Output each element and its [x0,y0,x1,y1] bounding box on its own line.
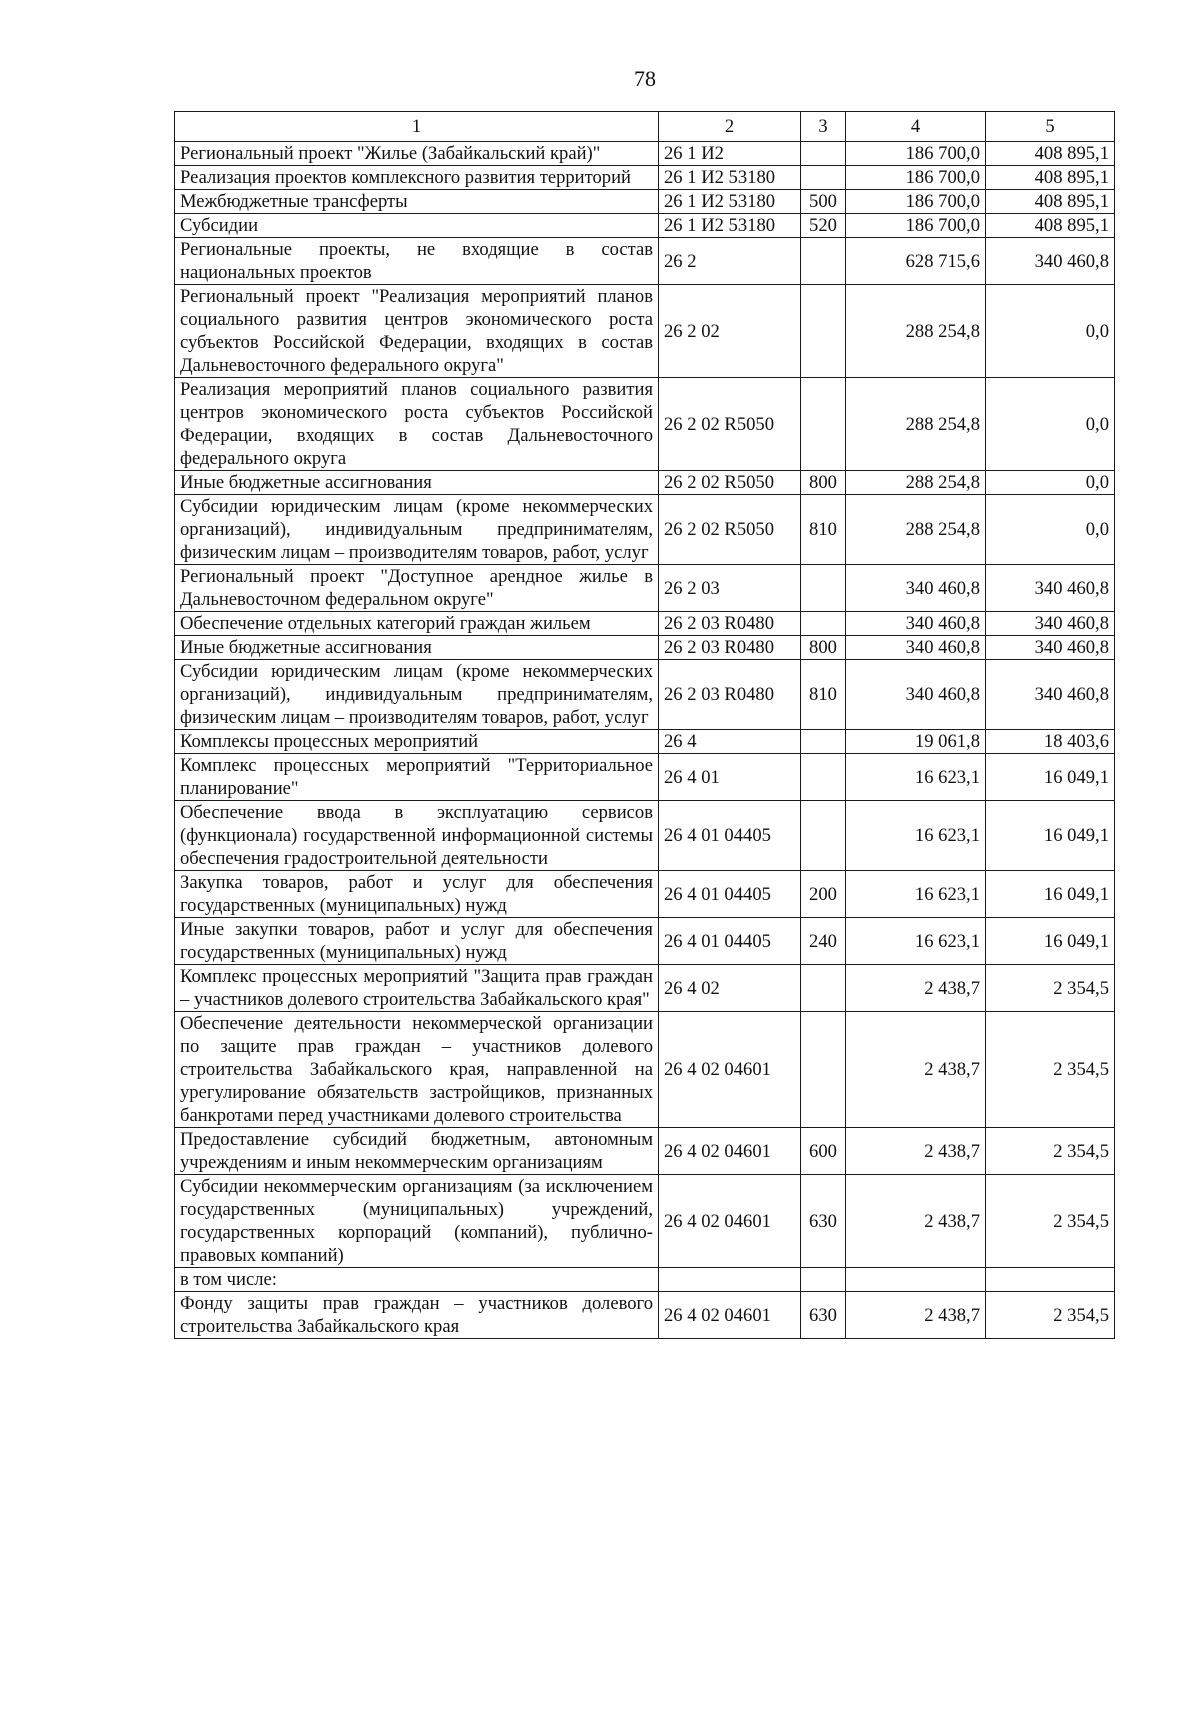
row-amount-col4-cell: 340 460,8 [846,660,986,730]
row-expense-type-cell [801,285,846,378]
row-expense-type-cell [801,142,846,166]
row-name-cell: Иные бюджетные ассигнования [175,471,659,495]
row-name-cell: Иные бюджетные ассигнования [175,636,659,660]
row-name-cell: Региональный проект "Реализация мероприятий планов социального развития центров экономического роста субъектов Российской Федерации, входящих в состав Дальневосточного федерального округа" [175,285,659,378]
row-amount-col4-cell: 628 715,6 [846,238,986,285]
row-code-cell: 26 2 03 R0480 [659,660,801,730]
table-row [175,730,1115,754]
row-code-cell [659,1268,801,1292]
row-expense-type-cell [801,1268,846,1292]
row-amount-col5-cell: 16 049,1 [986,754,1115,801]
row-amount-col5-cell: 2 354,5 [986,1128,1115,1175]
row-expense-type-cell: 240 [801,918,846,965]
row-name-cell: Реализация проектов комплексного развития территорий [175,166,659,190]
page-number: 78 [634,66,656,91]
row-code-cell: 26 1 И2 53180 [659,166,801,190]
row-amount-col5-cell: 0,0 [986,285,1115,378]
row-code-cell: 26 4 02 04601 [659,1012,801,1128]
row-expense-type-cell: 810 [801,660,846,730]
row-code-cell: 26 2 02 R5050 [659,378,801,471]
column-header-3: 3 [801,112,846,142]
table-row [175,471,1115,495]
row-amount-col4-cell: 2 438,7 [846,965,986,1012]
row-amount-col4-cell: 340 460,8 [846,565,986,612]
row-amount-col5-cell: 18 403,6 [986,730,1115,754]
row-code-cell: 26 2 02 R5050 [659,495,801,565]
row-code-cell: 26 4 02 04601 [659,1175,801,1268]
row-code-cell: 26 4 01 04405 [659,871,801,918]
row-code-cell: 26 2 02 R5050 [659,471,801,495]
table-row [175,1128,1115,1175]
row-code-cell: 26 4 02 [659,965,801,1012]
row-amount-col5-cell [986,1268,1115,1292]
row-name-cell: Комплексы процессных мероприятий [175,730,659,754]
row-expense-type-cell [801,565,846,612]
row-amount-col5-cell: 2 354,5 [986,1175,1115,1268]
row-amount-col5-cell: 2 354,5 [986,1012,1115,1128]
row-amount-col4-cell [846,1268,986,1292]
row-code-cell: 26 2 03 [659,565,801,612]
row-name-cell: Субсидии [175,214,659,238]
row-expense-type-cell [801,730,846,754]
row-name-cell: Субсидии юридическим лицам (кроме некоммерческих организаций), индивидуальным предпринимателям, физическим лицам – производителям товаров, работ, услуг [175,660,659,730]
row-amount-col5-cell: 16 049,1 [986,871,1115,918]
row-expense-type-cell: 630 [801,1175,846,1268]
table-row [175,1292,1115,1339]
row-amount-col5-cell: 0,0 [986,495,1115,565]
table-row [175,238,1115,285]
row-amount-col4-cell: 186 700,0 [846,142,986,166]
table-row [175,965,1115,1012]
row-expense-type-cell: 520 [801,214,846,238]
table-row [175,495,1115,565]
row-code-cell: 26 2 [659,238,801,285]
table-row [175,801,1115,871]
column-header-2: 2 [659,112,801,142]
row-code-cell: 26 2 02 [659,285,801,378]
row-code-cell: 26 2 03 R0480 [659,612,801,636]
row-name-cell: Предоставление субсидий бюджетным, автономным учреждениям и иным некоммерческим организациям [175,1128,659,1175]
row-name-cell: Фонду защиты прав граждан – участников долевого строительства Забайкальского края [175,1292,659,1339]
row-amount-col4-cell: 186 700,0 [846,166,986,190]
row-expense-type-cell [801,166,846,190]
row-amount-col5-cell: 2 354,5 [986,965,1115,1012]
column-header-1: 1 [175,112,659,142]
row-amount-col4-cell: 340 460,8 [846,636,986,660]
row-amount-col5-cell: 408 895,1 [986,166,1115,190]
row-code-cell: 26 4 02 04601 [659,1128,801,1175]
row-amount-col4-cell: 16 623,1 [846,801,986,871]
row-amount-col5-cell: 16 049,1 [986,801,1115,871]
table-row [175,190,1115,214]
row-amount-col5-cell: 2 354,5 [986,1292,1115,1339]
row-amount-col5-cell: 340 460,8 [986,238,1115,285]
row-amount-col4-cell: 340 460,8 [846,612,986,636]
row-name-cell: Комплекс процессных мероприятий "Территориальное планирование" [175,754,659,801]
row-amount-col5-cell: 340 460,8 [986,660,1115,730]
row-amount-col5-cell: 408 895,1 [986,214,1115,238]
row-expense-type-cell: 800 [801,471,846,495]
table-row [175,142,1115,166]
row-amount-col4-cell: 16 623,1 [846,871,986,918]
table-row [175,565,1115,612]
row-amount-col5-cell: 340 460,8 [986,612,1115,636]
row-name-cell: Региональный проект "Жилье (Забайкальский край)" [175,142,659,166]
column-header-4: 4 [846,112,986,142]
row-expense-type-cell [801,965,846,1012]
row-name-cell: Комплекс процессных мероприятий "Защита прав граждан – участников долевого строительства Забайкальского края" [175,965,659,1012]
row-code-cell: 26 2 03 R0480 [659,636,801,660]
row-code-cell: 26 4 01 04405 [659,801,801,871]
row-name-cell: Субсидии юридическим лицам (кроме некоммерческих организаций), индивидуальным предпринимателям, физическим лицам – производителям товаров, работ, услуг [175,495,659,565]
row-name-cell: Обеспечение деятельности некоммерческой организации по защите прав граждан – участников долевого строительства Забайкальского края, направленной на урегулирование обязательств застройщиков, признанных банкротами перед участниками долевого строительства [175,1012,659,1128]
row-code-cell: 26 1 И2 53180 [659,190,801,214]
row-amount-col5-cell: 0,0 [986,378,1115,471]
table-row [175,754,1115,801]
row-amount-col5-cell: 340 460,8 [986,636,1115,660]
row-amount-col4-cell: 186 700,0 [846,214,986,238]
table-row [175,612,1115,636]
row-amount-col4-cell: 288 254,8 [846,378,986,471]
row-expense-type-cell [801,238,846,285]
row-amount-col5-cell: 408 895,1 [986,142,1115,166]
row-amount-col4-cell: 2 438,7 [846,1292,986,1339]
row-amount-col4-cell: 16 623,1 [846,754,986,801]
row-expense-type-cell: 200 [801,871,846,918]
row-name-cell: Реализация мероприятий планов социального развития центров экономического роста субъектов Российской Федерации, входящих в состав Дальневосточного федерального округа [175,378,659,471]
table-row [175,285,1115,378]
row-code-cell: 26 4 02 04601 [659,1292,801,1339]
row-amount-col4-cell: 186 700,0 [846,190,986,214]
table-row [175,871,1115,918]
row-code-cell: 26 4 [659,730,801,754]
column-header-5: 5 [986,112,1115,142]
row-amount-col4-cell: 2 438,7 [846,1175,986,1268]
table-row [175,636,1115,660]
row-amount-col4-cell: 2 438,7 [846,1128,986,1175]
row-amount-col5-cell: 408 895,1 [986,190,1115,214]
table-row [175,1012,1115,1128]
table-row [175,1268,1115,1292]
row-amount-col4-cell: 288 254,8 [846,471,986,495]
row-name-cell: Закупка товаров, работ и услуг для обеспечения государственных (муниципальных) нужд [175,871,659,918]
table-row [175,1175,1115,1268]
row-amount-col5-cell: 340 460,8 [986,565,1115,612]
row-name-cell: в том числе: [175,1268,659,1292]
row-expense-type-cell: 500 [801,190,846,214]
table-row [175,166,1115,190]
budget-table [174,111,1115,1339]
row-expense-type-cell [801,378,846,471]
row-code-cell: 26 1 И2 [659,142,801,166]
row-expense-type-cell: 800 [801,636,846,660]
row-code-cell: 26 4 01 04405 [659,918,801,965]
row-name-cell: Обеспечение ввода в эксплуатацию сервисов (функционала) государственной информационной системы обеспечения градостроительной деятельности [175,801,659,871]
row-code-cell: 26 1 И2 53180 [659,214,801,238]
row-name-cell: Обеспечение отдельных категорий граждан жильем [175,612,659,636]
row-expense-type-cell [801,1012,846,1128]
row-expense-type-cell: 600 [801,1128,846,1175]
row-name-cell: Региональные проекты, не входящие в состав национальных проектов [175,238,659,285]
row-amount-col4-cell: 19 061,8 [846,730,986,754]
row-expense-type-cell [801,612,846,636]
row-name-cell: Региональный проект "Доступное арендное жилье в Дальневосточном федеральном округе" [175,565,659,612]
row-amount-col4-cell: 2 438,7 [846,1012,986,1128]
table-row [175,378,1115,471]
row-expense-type-cell [801,801,846,871]
row-amount-col5-cell: 16 049,1 [986,918,1115,965]
row-amount-col4-cell: 288 254,8 [846,285,986,378]
table-header-row [175,112,1115,142]
row-code-cell: 26 4 01 [659,754,801,801]
row-amount-col5-cell: 0,0 [986,471,1115,495]
row-name-cell: Межбюджетные трансферты [175,190,659,214]
table-row [175,660,1115,730]
row-name-cell: Субсидии некоммерческим организациям (за исключением государственных (муниципальных) учреждений, государственных корпораций (компаний), публично-правовых компаний) [175,1175,659,1268]
row-expense-type-cell [801,754,846,801]
row-amount-col4-cell: 16 623,1 [846,918,986,965]
table-row [175,214,1115,238]
row-name-cell: Иные закупки товаров, работ и услуг для обеспечения государственных (муниципальных) нужд [175,918,659,965]
table-row [175,918,1115,965]
row-amount-col4-cell: 288 254,8 [846,495,986,565]
row-expense-type-cell: 630 [801,1292,846,1339]
row-expense-type-cell: 810 [801,495,846,565]
